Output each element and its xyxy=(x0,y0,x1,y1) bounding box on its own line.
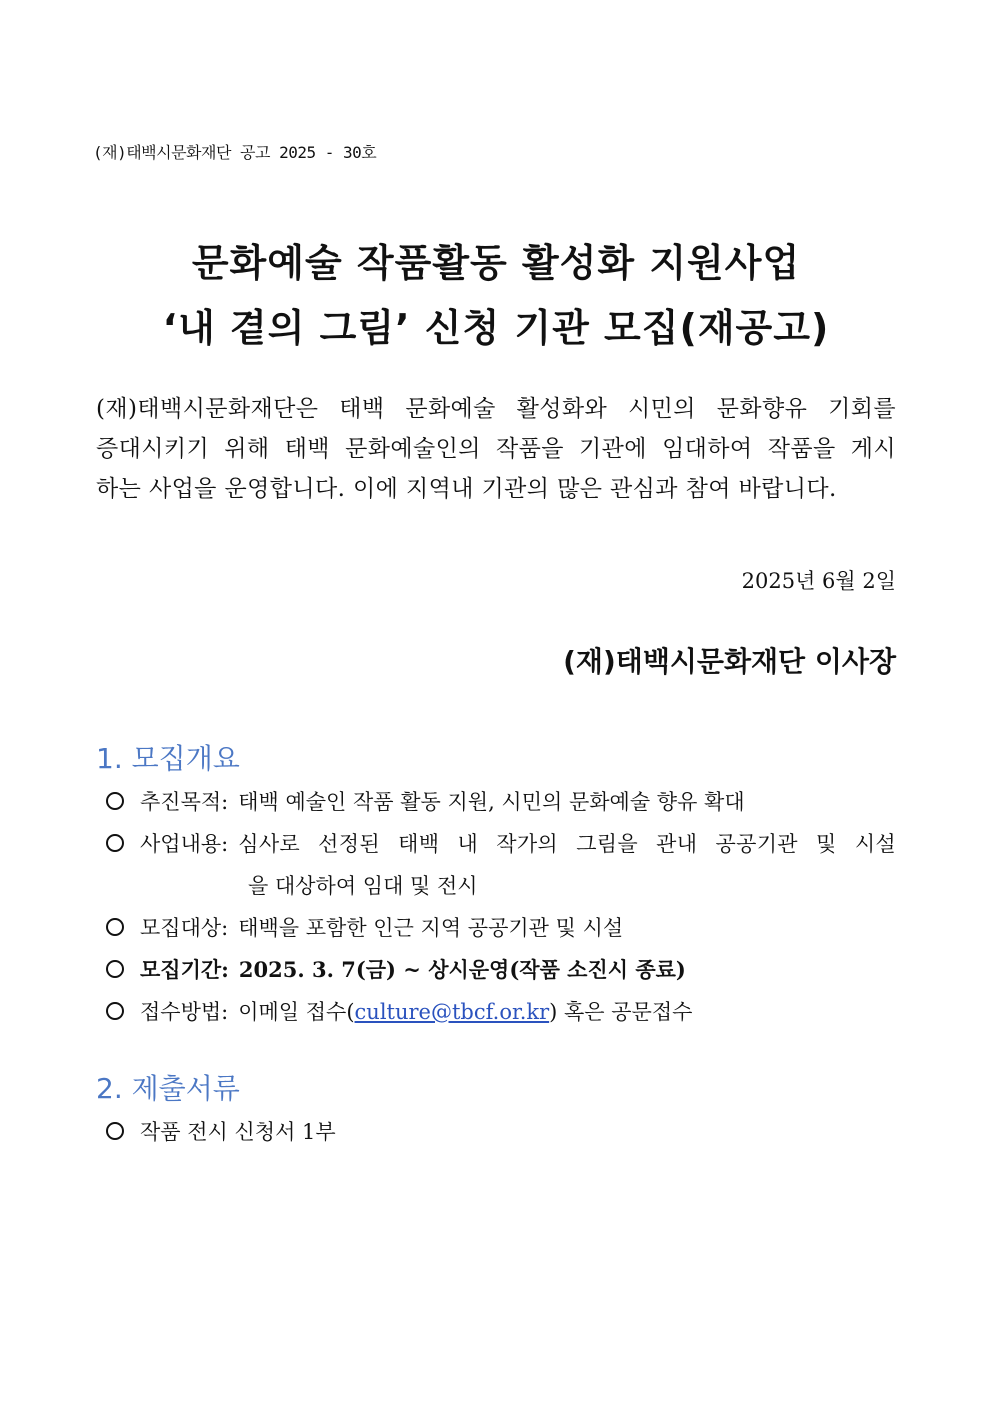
list-item-application-form xyxy=(106,1116,896,1146)
circle-bullet-icon xyxy=(106,834,124,852)
circle-bullet-icon xyxy=(106,1002,124,1020)
circle-bullet-icon xyxy=(106,918,124,936)
circle-bullet-icon xyxy=(106,960,124,978)
intro-text-line1: (재)태백시문화재단은 태백 문화예술 활성화와 시민의 문화향유 기회를 xyxy=(96,396,896,422)
item-content: 심사로 선정된 태백 내 작가의 그림을 관내 공공기관 및 시설 xyxy=(238,832,896,856)
signer: (재)태백시문화재단 이사장 xyxy=(563,645,896,678)
item-content-after: ) 혹은 공문접수 xyxy=(549,1000,693,1024)
notice-number: (재)태백시문화재단 공고 2025 - 30호 xyxy=(93,143,377,162)
list-item-period xyxy=(106,954,896,984)
section-title-recruitment-overview: 1. 모집개요 xyxy=(96,742,240,775)
item-content-before: 이메일 접수( xyxy=(238,1000,355,1024)
list-item-business-content xyxy=(106,828,896,858)
item-label: 모집대상: xyxy=(140,916,229,940)
list-item-target xyxy=(106,912,896,942)
item-label: 추진목적: xyxy=(140,790,229,814)
notice-title-line2: ‘내 곁의 그림’ 신청 기관 모집(재공고) xyxy=(162,306,830,350)
item-content xyxy=(238,996,692,1026)
section-title-required-documents: 2. 제출서류 xyxy=(96,1072,240,1105)
item-content: 태백을 포함한 인근 지역 공공기관 및 시설 xyxy=(238,916,624,940)
email-link[interactable]: culture@tbcf.or.kr xyxy=(354,1000,550,1024)
item-label: 모집기간: xyxy=(140,957,229,982)
list-item-submission-method xyxy=(106,996,896,1026)
circle-bullet-icon xyxy=(106,1122,124,1140)
circle-bullet-icon xyxy=(106,792,124,810)
notice-title-line1: 문화예술 작품활동 활성화 지원사업 xyxy=(191,241,801,285)
item-content: 작품 전시 신청서 1부 xyxy=(140,1120,336,1144)
item-content-continuation: 을 대상하여 임대 및 전시 xyxy=(248,874,478,898)
intro-text-line3: 하는 사업을 운영합니다. 이에 지역내 기관의 많은 관심과 참여 바랍니다. xyxy=(96,476,837,502)
notice-date: 2025년 6월 2일 xyxy=(741,569,896,593)
intro-text-line2: 증대시키기 위해 태백 문화예술인의 작품을 기관에 임대하여 작품을 게시 xyxy=(96,436,896,462)
item-label: 접수방법: xyxy=(140,1000,229,1024)
item-label: 사업내용: xyxy=(140,832,229,856)
list-item-purpose xyxy=(106,786,896,816)
item-content: 2025. 3. 7(금) ~ 상시운영(작품 소진시 종료) xyxy=(238,957,686,982)
item-content: 태백 예술인 작품 활동 지원, 시민의 문화예술 향유 확대 xyxy=(238,790,745,814)
